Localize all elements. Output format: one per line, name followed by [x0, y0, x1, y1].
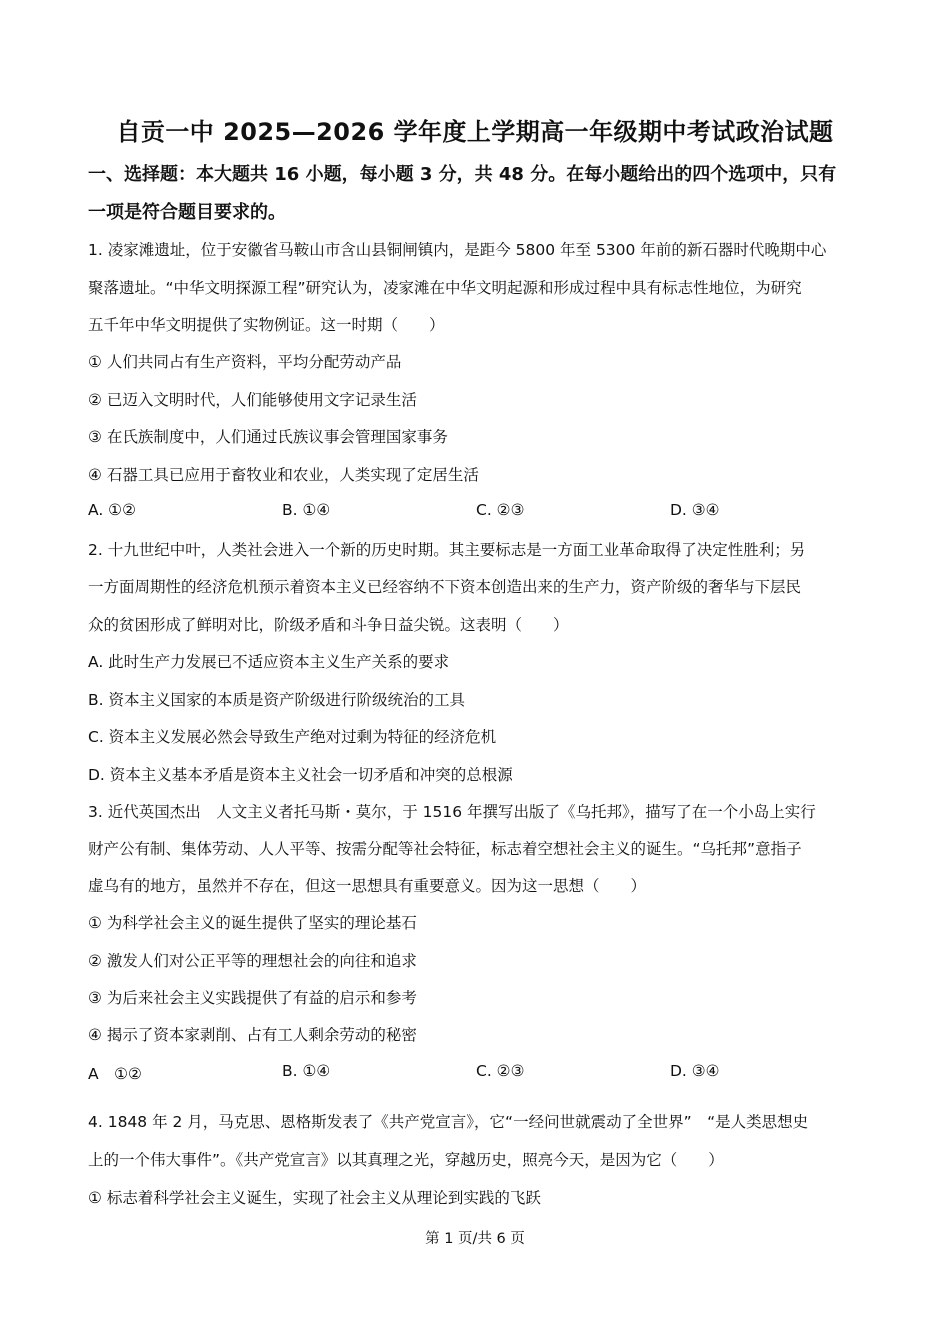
answer-choice-d: D. 资本主义基本矛盾是资本主义社会一切矛盾和冲突的总根源 — [88, 766, 513, 784]
statement-item: ① 标志着科学社会主义诞生，实现了社会主义从理论到实践的飞跃 — [88, 1189, 541, 1207]
statement-item: ③ 在氏族制度中，人们通过氏族议事会管理国家事务 — [88, 428, 448, 446]
question-stem-line: 财产公有制、集体劳动、人人平等、按需分配等社会特征，标志着空想社会主义的诞生。“乌托邦”意指子 — [88, 840, 802, 858]
answer-choice-a: A ①② — [88, 1065, 142, 1083]
statement-item: ④ 石器工具已应用于畜牧业和农业，人类实现了定居生活 — [88, 466, 479, 484]
statement-item: ① 人们共同占有生产资料，平均分配劳动产品 — [88, 353, 402, 371]
question-stem-line: 聚落遗址。“中华文明探源工程”研究认为，凌家滩在中华文明起源和形成过程中具有标志性地位，为研究 — [88, 279, 802, 297]
page-footer: 第 1 页/共 6 页 — [425, 1231, 525, 1247]
question-stem-line: 众的贫困形成了鲜明对比，阶级矛盾和斗争日益尖锐。这表明（ ） — [88, 616, 569, 634]
question-stem-line: 虚乌有的地方，虽然并不存在，但这一思想具有重要意义。因为这一思想（ ） — [88, 877, 647, 895]
exam-title: 自贡一中 2025—2026 学年度上学期高一年级期中考试政治试题 — [116, 118, 834, 146]
question-stem-line: 4. 1848 年 2 月，马克思、恩格斯发表了《共产党宣言》，它“一经问世就震动了全世界” “是人类思想史 — [88, 1113, 809, 1131]
statement-item: ② 激发人们对公正平等的理想社会的向往和追求 — [88, 952, 417, 970]
answer-choice-b: B. ①④ — [282, 501, 331, 519]
answer-choice-c: C. ②③ — [476, 501, 525, 519]
question-stem-line: 五千年中华文明提供了实物例证。这一时期（ ） — [88, 316, 445, 334]
answer-choice-c: C. 资本主义发展必然会导致生产绝对过剩为特征的经济危机 — [88, 728, 497, 746]
question-stem-line: 1. 凌家滩遗址，位于安徽省马鞍山市含山县铜闸镇内，是距今 5800 年至 5300 年前的新石器时代晚期中心 — [88, 241, 827, 259]
statement-item: ① 为科学社会主义的诞生提供了坚实的理论基石 — [88, 914, 417, 932]
question-stem-line: 3. 近代英国杰出 人文主义者托马斯・莫尔，于 1516 年撰写出版了《乌托邦》，描写了在一个小岛上实行 — [88, 803, 816, 821]
answer-choice-a: A. ①② — [88, 501, 136, 519]
answer-choice-d: D. ③④ — [670, 501, 720, 519]
statement-item: ② 已迈入文明时代，人们能够使用文字记录生活 — [88, 391, 417, 409]
answer-choice-c: C. ②③ — [476, 1062, 525, 1080]
answer-choice-b: B. 资本主义国家的本质是资产阶级进行阶级统治的工具 — [88, 691, 465, 709]
question-stem-line: 2. 十九世纪中叶，人类社会进入一个新的历史时期。其主要标志是一方面工业革命取得了决定性胜利；另 — [88, 541, 806, 559]
statement-item: ④ 揭示了资本家剥削、占有工人剩余劳动的秘密 — [88, 1026, 417, 1044]
answer-choice-a: A. 此时生产力发展已不适应资本主义生产关系的要求 — [88, 653, 450, 671]
statement-item: ③ 为后来社会主义实践提供了有益的启示和参考 — [88, 989, 417, 1007]
answer-choice-b: B. ①④ — [282, 1062, 331, 1080]
question-stem-line: 上的一个伟大事件”。《共产党宣言》以其真理之光，穿越历史，照亮今天，是因为它（ ） — [88, 1151, 724, 1169]
section-heading-line-2: 一项是符合题目要求的。 — [88, 202, 286, 223]
section-heading-line-1: 一、选择题：本大题共 16 小题，每小题 3 分，共 48 分。在每小题给出的四个选项中，只有 — [88, 164, 837, 185]
answer-choice-d: D. ③④ — [670, 1062, 720, 1080]
question-stem-line: 一方面周期性的经济危机预示着资本主义已经容纳不下资本创造出来的生产力，资产阶级的奢华与下层民 — [88, 578, 802, 596]
